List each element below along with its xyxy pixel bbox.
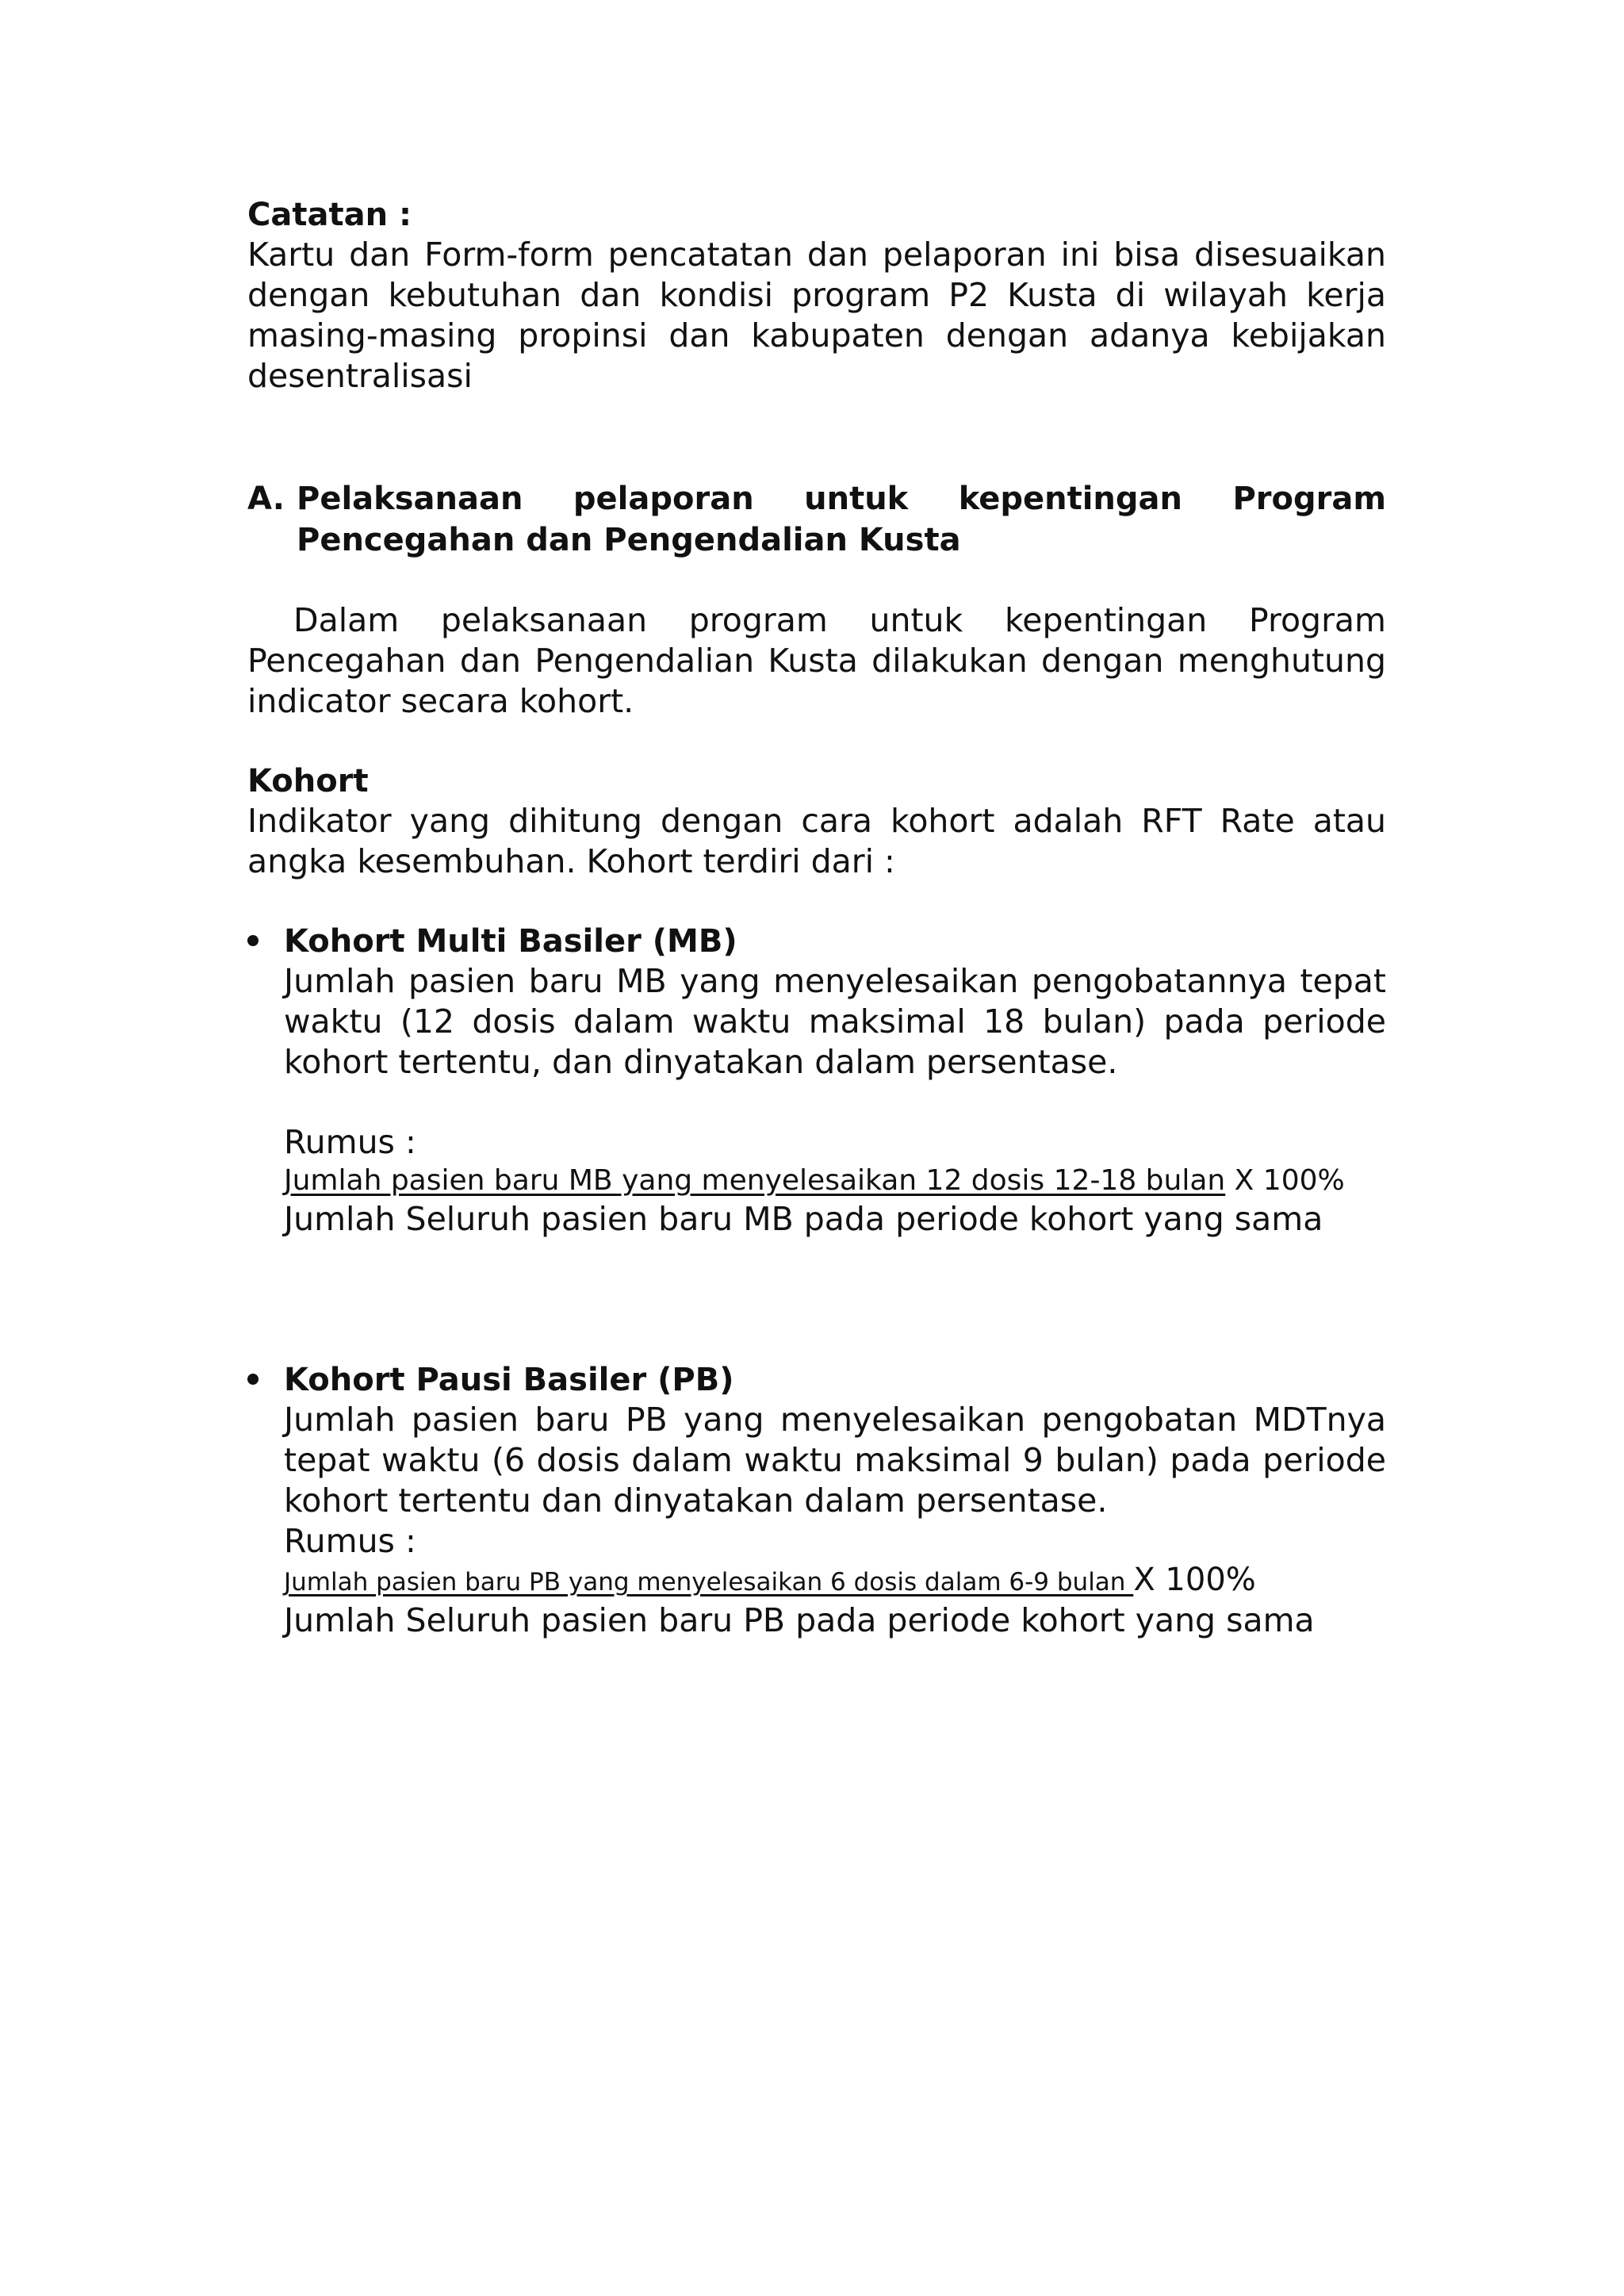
mb-formula-multiplier: X 100% bbox=[1225, 1164, 1345, 1197]
mb-title: Kohort Multi Basiler (MB) bbox=[284, 923, 737, 960]
mb-bullet bbox=[247, 922, 1386, 1240]
kohort-body: Indikator yang dihitung dengan cara kohort adalah RFT Rate atau angka kesembuhan. Kohort terdiri dari : bbox=[247, 802, 1386, 880]
catatan-block bbox=[247, 195, 1386, 397]
pb-formula-numerator: Jumlah pasien baru PB yang menyelesaikan 6 dosis dalam 6-9 bulan bbox=[284, 1568, 1134, 1596]
document-page bbox=[247, 195, 1386, 1641]
mb-formula-numerator: Jumlah pasien baru MB yang menyelesaikan 12 dosis 12-18 bulan bbox=[284, 1164, 1226, 1197]
mb-formula-numerator-line bbox=[284, 1163, 1386, 1199]
section-a-heading-text: Pelaksanaan pelaporan untuk kepentingan Program Pencegahan dan Pengendalian Kusta bbox=[297, 481, 1386, 558]
section-a-body: Dalam pelaksanaan program untuk kepentingan Program Pencegahan dan Pengendalian Kusta dilakukan dengan menghutung indicator secara kohort. bbox=[247, 601, 1386, 720]
catatan-title: Catatan : bbox=[247, 197, 412, 233]
kohort-block bbox=[247, 761, 1386, 882]
mb-formula-denominator: Jumlah Seluruh pasien baru MB pada periode kohort yang sama bbox=[284, 1200, 1323, 1238]
bullet-icon bbox=[247, 1374, 259, 1385]
pb-formula-denominator: Jumlah Seluruh pasien baru PB pada periode kohort yang sama bbox=[284, 1601, 1315, 1639]
pb-formula-numerator-line bbox=[284, 1562, 1386, 1600]
bullet-icon bbox=[247, 935, 259, 946]
pb-body: Jumlah pasien baru PB yang menyelesaikan pengobatan MDTnya tepat waktu (6 dosis dalam waktu maksimal 9 bulan) pada periode kohort tertentu dan dinyatakan dalam persentase. bbox=[284, 1401, 1386, 1520]
section-a-heading bbox=[247, 478, 1386, 561]
pb-title: Kohort Pausi Basiler (PB) bbox=[284, 1362, 734, 1398]
mb-rumus-label: Rumus : bbox=[284, 1123, 416, 1161]
pb-bullet bbox=[247, 1360, 1386, 1641]
kohort-title: Kohort bbox=[247, 763, 369, 799]
mb-body: Jumlah pasien baru MB yang menyelesaikan pengobatannya tepat waktu (12 dosis dalam waktu maksimal 18 bulan) pada periode kohort tertentu, dan dinyatakan dalam persentase. bbox=[284, 962, 1386, 1081]
catatan-body: Kartu dan Form-form pencatatan dan pelaporan ini bisa disesuaikan dengan kebutuhan dan kondisi program P2 Kusta di wilayah kerja masing-masing propinsi dan kabupaten dengan adanya kebijakan desentralisasi bbox=[247, 236, 1386, 395]
section-a-letter: A. bbox=[247, 481, 285, 517]
pb-rumus-label: Rumus : bbox=[284, 1522, 416, 1560]
pb-formula-multiplier: X 100% bbox=[1133, 1562, 1256, 1598]
